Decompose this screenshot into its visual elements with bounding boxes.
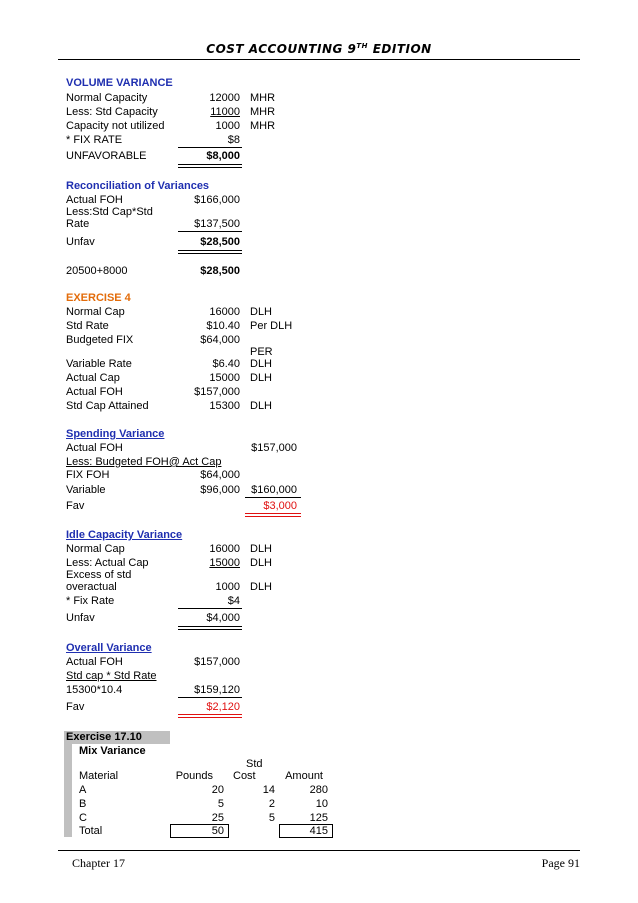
exercise4-row-value: $157,000 [194,386,240,398]
table-col-pounds: Pounds [175,770,213,782]
reconciliation-double-rule [178,250,242,254]
idle-double-rule [178,626,242,630]
idle-excess-value: 1000 [215,581,240,593]
exercise4-row-label: Normal Cap [66,306,125,318]
volume-row-value: 11000 [210,106,240,118]
spending-variable-value: $96,000 [200,484,240,496]
exercise4-row-unit: DLH [250,400,273,412]
exercise4-row-value: $6.40 [212,358,240,370]
volume-total-double-rule [178,164,242,168]
volume-row-label: Capacity not utilized [66,120,165,132]
table-row-pounds: 25 [211,812,224,824]
spending-fix-value: $64,000 [200,469,240,481]
exercise-1710-heading: Exercise 17.10 [66,731,142,743]
header-rule [58,59,580,60]
overall-variance-heading: Overall Variance [66,642,152,654]
exercise4-row-value: 15300 [209,400,240,412]
footer-page-number: Page 91 [541,856,580,870]
exercise4-row-value: $64,000 [200,334,240,346]
exercise4-row-label: Budgeted FIX [66,334,134,346]
exercise4-heading: EXERCISE 4 [66,292,131,304]
table-row-material: B [79,798,87,810]
overall-double-rule [178,714,242,718]
overall-actual-label: Actual FOH [66,656,123,668]
spending-budget-total: $160,000 [251,484,297,496]
reconciliation-less-label: Less:Std Cap*Std [66,206,153,218]
footer-rule [58,850,580,851]
idle-capacity-heading: Idle Capacity Variance [66,529,183,541]
table-row-pounds: 20 [211,784,224,796]
volume-row-unit: MHR [250,92,276,104]
volume-row-label: Less: Std Capacity [66,106,158,118]
volume-row-value: 12000 [209,92,240,104]
reconciliation-actual-value: $166,000 [194,194,240,206]
reconciliation-unfav-label: Unfav [66,236,95,248]
overall-fav-label: Fav [66,701,85,713]
reconciliation-rate-value: $137,500 [194,218,240,230]
spending-actual-label: Actual FOH [66,442,123,454]
table-col-amount: Amount [285,770,323,782]
reconciliation-subtotal-rule [178,231,242,232]
table-row-amount: 10 [315,798,328,810]
idle-excess-label: Excess of std [66,569,132,581]
table-row-cost: 2 [268,798,275,810]
footer-chapter: Chapter 17 [72,856,125,870]
table-row-amount: 125 [309,812,328,824]
volume-result-label: UNFAVORABLE [66,150,147,162]
overall-actual-value: $157,000 [194,656,240,668]
spending-variable-label: Variable [66,484,106,496]
mix-variance-heading: Mix Variance [79,745,146,757]
volume-row-value: 1000 [215,120,240,132]
volume-row-value: $8 [227,134,240,146]
overall-std-label: Std cap * Std Rate [66,670,157,682]
spending-fav-label: Fav [66,500,85,512]
table-row-material: A [79,784,87,796]
idle-normal-label: Normal Cap [66,543,125,555]
spending-fav-value: $3,000 [263,500,297,512]
exercise4-row-unit: DLH [250,306,273,318]
volume-subtotal-rule [178,147,242,148]
table-row-cost: 14 [262,784,275,796]
exercise4-row-label: Variable Rate [66,358,132,370]
reconciliation-actual-label: Actual FOH [66,194,123,206]
table-col-cost: Cost [233,770,256,782]
idle-actual-label: Less: Actual Cap [66,557,149,569]
exercise4-row-value: 15000 [209,372,240,384]
table-row-material: C [79,812,87,824]
exercise4-row-unit: DLH [250,372,273,384]
overall-calc-label: 15300*10.4 [66,684,123,696]
volume-result-value: $8,000 [206,150,240,162]
exercise4-row-value: 16000 [209,306,240,318]
table-total-pounds: 50 [211,825,224,837]
overall-subtotal-rule [178,697,242,698]
spending-double-rule [245,513,301,517]
page-header-title: COST ACCOUNTING 9TH EDITION [206,42,432,56]
exercise4-row-unit: Per DLH [250,320,293,332]
idle-subtotal-rule [178,608,242,609]
table-row-pounds: 5 [217,798,224,810]
idle-excess-unit: DLH [250,581,273,593]
idle-normal-unit: DLH [250,543,273,555]
overall-calc-value: $159,120 [194,684,240,696]
spending-subtotal-rule [245,497,301,498]
exercise-1710-side-band [64,744,72,837]
reconciliation-check-value: $28,500 [200,265,240,277]
spending-less-label: Less: Budgeted FOH@ Act Cap [66,456,222,468]
idle-actual-unit: DLH [250,557,273,569]
spending-variance-heading: Spending Variance [66,428,165,440]
idle-rate-label: * Fix Rate [66,595,115,607]
spending-actual-value: $157,000 [251,442,297,454]
exercise4-row-unit-top: PER [250,346,273,358]
exercise4-row-label: Actual FOH [66,386,123,398]
idle-excess-label-cont: overactual [66,581,117,593]
reconciliation-unfav-value: $28,500 [200,236,240,248]
volume-row-label: Normal Capacity [66,92,148,104]
spending-fix-label: FIX FOH [66,469,110,481]
exercise4-row-label: Std Rate [66,320,109,332]
reconciliation-check-label: 20500+8000 [66,265,128,277]
idle-unfav-value: $4,000 [206,612,240,624]
volume-variance-heading: VOLUME VARIANCE [66,77,173,89]
table-total-amount: 415 [309,825,328,837]
reconciliation-heading: Reconciliation of Variances [66,180,210,192]
reconciliation-rate-label: Rate [66,218,90,230]
table-total-label: Total [79,825,103,837]
idle-unfav-label: Unfav [66,612,95,624]
volume-row-unit: MHR [250,106,276,118]
exercise4-row-value: $10.40 [206,320,240,332]
idle-rate-value: $4 [227,595,240,607]
table-row-amount: 280 [309,784,328,796]
exercise4-row-unit: DLH [250,358,273,370]
volume-row-label: * FIX RATE [66,134,123,146]
table-row-cost: 5 [268,812,275,824]
table-col-std: Std [246,758,263,770]
idle-normal-value: 16000 [209,543,240,555]
volume-row-unit: MHR [250,120,276,132]
overall-fav-value: $2,120 [206,701,240,713]
idle-actual-value: 15000 [209,557,240,569]
exercise4-row-label: Actual Cap [66,372,120,384]
table-col-material: Material [79,770,119,782]
exercise4-row-label: Std Cap Attained [66,400,149,412]
